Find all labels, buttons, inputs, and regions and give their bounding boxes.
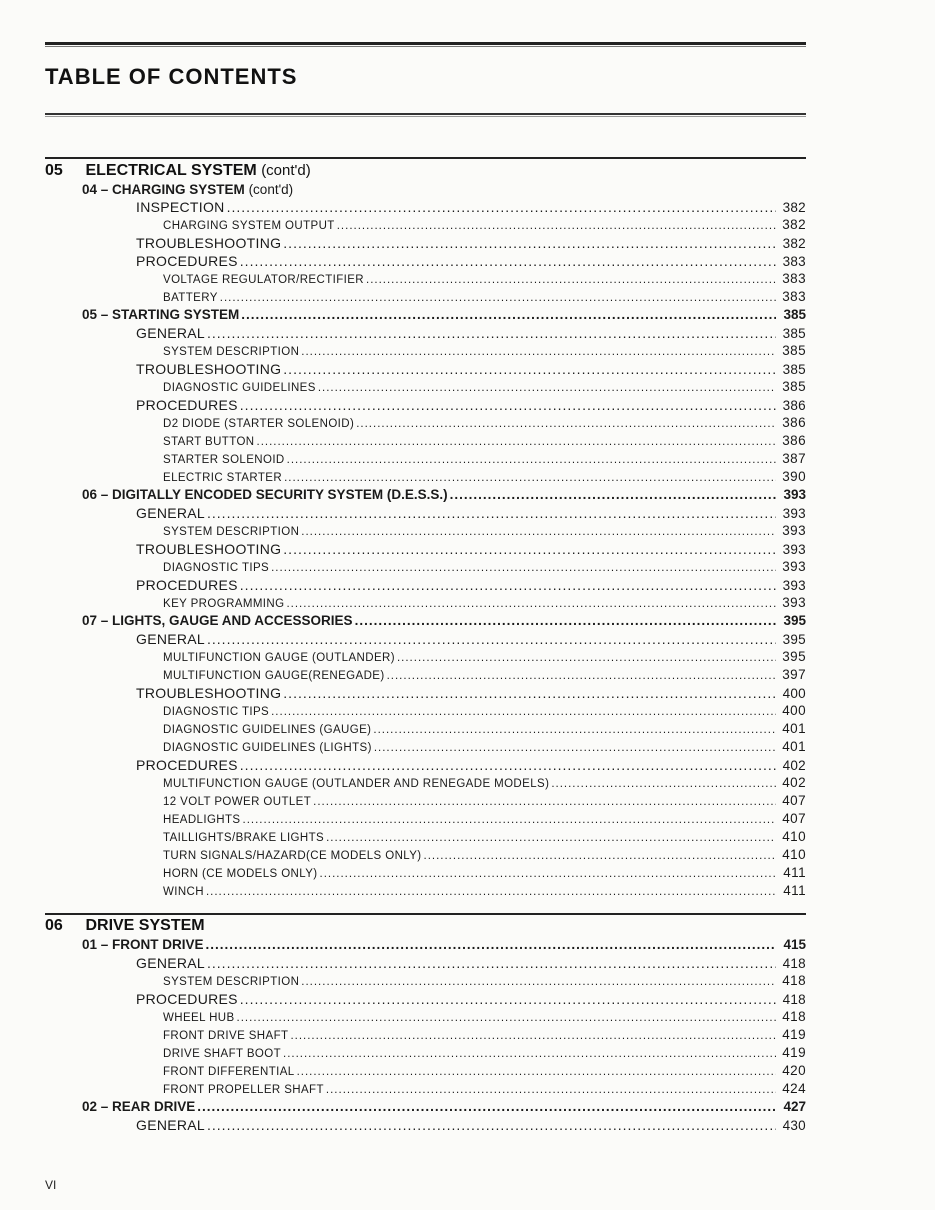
title-underline bbox=[45, 113, 806, 115]
toc-page-number: 419 bbox=[782, 1045, 806, 1060]
toc-page-number: 415 bbox=[783, 937, 806, 952]
toc-subtopic[interactable] bbox=[163, 972, 806, 990]
toc-entry-title: D2 DIODE (STARTER SOLENOID) bbox=[163, 418, 355, 430]
toc-page-number: 397 bbox=[782, 667, 806, 682]
dot-leader bbox=[373, 721, 776, 738]
toc-entry-title: FRONT DIFFERENTIAL bbox=[163, 1066, 295, 1078]
toc-subtopic[interactable] bbox=[163, 666, 806, 684]
toc-page-number: 424 bbox=[782, 1081, 806, 1096]
toc-entry-title: WINCH bbox=[163, 886, 204, 898]
toc-entry-title: DIAGNOSTIC GUIDELINES (GAUGE) bbox=[163, 724, 372, 736]
toc-page-number: 411 bbox=[783, 883, 806, 898]
toc-topic[interactable] bbox=[136, 756, 806, 774]
toc-subtopic[interactable] bbox=[163, 558, 806, 576]
toc-entry-title: START BUTTON bbox=[163, 436, 255, 448]
dot-leader bbox=[197, 1098, 776, 1116]
toc-entry-title: STARTER SOLENOID bbox=[163, 454, 285, 466]
toc-subtopic[interactable] bbox=[163, 846, 806, 864]
toc-page-number: 385 bbox=[782, 343, 806, 358]
toc-page-number: 395 bbox=[783, 613, 806, 628]
toc-page-number: 386 bbox=[782, 433, 806, 448]
toc-entry-title: DIAGNOSTIC GUIDELINES bbox=[163, 382, 316, 394]
toc-subtopic[interactable] bbox=[163, 342, 806, 360]
subsection-continued: (cont'd) bbox=[248, 182, 294, 197]
page-number: VI bbox=[45, 1178, 57, 1192]
toc-page-number: 393 bbox=[782, 559, 806, 574]
toc-page-number: 402 bbox=[782, 775, 806, 790]
toc-subtopic[interactable] bbox=[163, 522, 806, 540]
toc-topic[interactable] bbox=[136, 540, 806, 558]
toc-page-number: 393 bbox=[782, 578, 806, 593]
toc-subtopic[interactable] bbox=[163, 288, 806, 306]
toc-subtopic[interactable] bbox=[163, 702, 806, 720]
toc-entry-title: PROCEDURES bbox=[136, 253, 238, 269]
dot-leader bbox=[207, 1116, 776, 1134]
toc-page-number: 410 bbox=[782, 847, 806, 862]
dot-leader bbox=[240, 990, 776, 1008]
toc-entry-title: TROUBLESHOOTING bbox=[136, 685, 282, 701]
toc-page-number: 418 bbox=[782, 992, 806, 1007]
toc-page-number: 385 bbox=[782, 362, 806, 377]
toc-subtopic[interactable] bbox=[163, 882, 806, 900]
dot-leader bbox=[284, 469, 776, 486]
toc-page-number: 383 bbox=[782, 254, 806, 269]
dot-leader bbox=[356, 415, 776, 432]
dot-leader bbox=[355, 612, 776, 630]
toc-entry-title: GENERAL bbox=[136, 1117, 206, 1133]
dot-leader bbox=[283, 540, 776, 558]
toc-page-number: 393 bbox=[782, 506, 806, 521]
toc-entry-title: GENERAL bbox=[136, 325, 206, 341]
dot-leader bbox=[283, 1045, 776, 1062]
toc-entry-title: MULTIFUNCTION GAUGE (OUTLANDER) bbox=[163, 652, 395, 664]
dot-leader bbox=[450, 486, 776, 504]
toc-page-number: 382 bbox=[782, 200, 806, 215]
dot-leader bbox=[374, 739, 776, 756]
dot-leader bbox=[271, 559, 776, 576]
toc-entry-title: PROCEDURES bbox=[136, 991, 238, 1007]
toc-page-number: 385 bbox=[782, 326, 806, 341]
dot-leader bbox=[283, 360, 776, 378]
toc-entry-title: GENERAL bbox=[136, 505, 206, 521]
toc-entry-title: TROUBLESHOOTING bbox=[136, 361, 282, 377]
toc-entry-title: DIAGNOSTIC GUIDELINES (LIGHTS) bbox=[163, 742, 372, 754]
toc-entry-title: DRIVE SHAFT BOOT bbox=[163, 1048, 282, 1060]
toc-page-number: 383 bbox=[782, 289, 806, 304]
dot-leader bbox=[397, 649, 776, 666]
subsection-heading bbox=[82, 181, 293, 199]
toc-subtopic[interactable] bbox=[163, 594, 806, 612]
toc-entry-title: TROUBLESHOOTING bbox=[136, 235, 282, 251]
toc-page-number: 401 bbox=[782, 739, 806, 754]
toc-subtopic[interactable] bbox=[163, 864, 806, 882]
toc-subtopic[interactable] bbox=[163, 810, 806, 828]
toc-page-number: 386 bbox=[782, 398, 806, 413]
toc-page-number: 411 bbox=[783, 865, 806, 880]
toc-page-number: 418 bbox=[782, 973, 806, 988]
toc-page-number: 400 bbox=[782, 686, 806, 701]
toc-page-number: 420 bbox=[782, 1063, 806, 1078]
toc-entry-title: MULTIFUNCTION GAUGE (OUTLANDER AND RENEGADE MODELS) bbox=[163, 778, 550, 790]
toc-entry-title: GENERAL bbox=[136, 631, 206, 647]
toc-entry-title: DIAGNOSTIC TIPS bbox=[163, 562, 270, 574]
toc-topic[interactable] bbox=[136, 324, 806, 342]
toc-topic[interactable] bbox=[136, 630, 806, 648]
toc-topic[interactable] bbox=[136, 684, 806, 702]
dot-leader bbox=[237, 1009, 776, 1026]
toc-topic[interactable] bbox=[136, 360, 806, 378]
toc-entry-title: 07 – LIGHTS, GAUGE AND ACCESSORIES bbox=[82, 613, 353, 628]
toc-page-number: 382 bbox=[782, 236, 806, 251]
toc-subtopic[interactable] bbox=[163, 468, 806, 486]
toc-page-number: 418 bbox=[782, 1009, 806, 1024]
toc-page-number: 393 bbox=[782, 542, 806, 557]
toc-page-number: 385 bbox=[782, 379, 806, 394]
toc-page-number: 418 bbox=[782, 956, 806, 971]
dot-leader bbox=[318, 379, 776, 396]
section-heading bbox=[45, 161, 311, 181]
toc-entry-title: ELECTRIC STARTER bbox=[163, 472, 283, 484]
toc-entry-title: 12 VOLT POWER OUTLET bbox=[163, 796, 312, 808]
dot-leader bbox=[227, 198, 776, 216]
toc-subtopic[interactable] bbox=[163, 648, 806, 666]
toc-subsection[interactable] bbox=[82, 306, 806, 324]
toc-page-number: 402 bbox=[782, 758, 806, 773]
toc-entry-title: GENERAL bbox=[136, 955, 206, 971]
dot-leader bbox=[241, 306, 776, 324]
dot-leader bbox=[366, 271, 776, 288]
toc-entry-title: SYSTEM DESCRIPTION bbox=[163, 526, 300, 538]
toc-page-number: 400 bbox=[782, 703, 806, 718]
toc-entry-title: KEY PROGRAMMING bbox=[163, 598, 285, 610]
toc-subtopic[interactable] bbox=[163, 216, 806, 234]
toc-page-number: 385 bbox=[783, 307, 806, 322]
dot-leader bbox=[207, 504, 776, 522]
subsection-title: 04 – CHARGING SYSTEM bbox=[82, 182, 245, 197]
toc-entry-title: FRONT PROPELLER SHAFT bbox=[163, 1084, 324, 1096]
toc-page-number: 393 bbox=[782, 595, 806, 610]
top-rule bbox=[45, 42, 806, 45]
toc-topic[interactable] bbox=[136, 252, 806, 270]
toc-subsection[interactable] bbox=[82, 612, 806, 630]
dot-leader bbox=[257, 433, 777, 450]
toc-subtopic[interactable] bbox=[163, 450, 806, 468]
dot-leader bbox=[337, 217, 776, 234]
toc-page-number: 382 bbox=[782, 217, 806, 232]
section-rule bbox=[45, 157, 806, 159]
dot-leader bbox=[313, 793, 776, 810]
dot-leader bbox=[207, 324, 776, 342]
section-title: DRIVE SYSTEM bbox=[85, 917, 205, 934]
toc-entry-title: WHEEL HUB bbox=[163, 1012, 235, 1024]
toc-subtopic[interactable] bbox=[163, 1008, 806, 1026]
toc-subtopic[interactable] bbox=[163, 738, 806, 756]
toc-subtopic[interactable] bbox=[163, 432, 806, 450]
toc-entry-title: CHARGING SYSTEM OUTPUT bbox=[163, 220, 335, 232]
toc-subtopic[interactable] bbox=[163, 774, 806, 792]
toc-topic[interactable] bbox=[136, 234, 806, 252]
section-number: 06 bbox=[45, 917, 63, 934]
dot-leader bbox=[206, 936, 776, 954]
toc-entry-title: 02 – REAR DRIVE bbox=[82, 1099, 196, 1114]
dot-leader bbox=[551, 775, 776, 792]
toc-entry-title: 01 – FRONT DRIVE bbox=[82, 937, 204, 952]
top-rule-thin bbox=[45, 46, 806, 47]
dot-leader bbox=[220, 289, 776, 306]
dot-leader bbox=[283, 234, 776, 252]
dot-leader bbox=[283, 684, 776, 702]
toc-page-number: 430 bbox=[782, 1118, 806, 1133]
section-rule bbox=[45, 913, 806, 915]
dot-leader bbox=[287, 451, 776, 468]
toc-page-number: 410 bbox=[782, 829, 806, 844]
toc-subtopic[interactable] bbox=[163, 792, 806, 810]
toc-subtopic[interactable] bbox=[163, 828, 806, 846]
toc-subtopic[interactable] bbox=[163, 270, 806, 288]
toc-subsection[interactable] bbox=[82, 1098, 806, 1116]
toc-topic[interactable] bbox=[136, 990, 806, 1008]
section-heading bbox=[45, 916, 205, 936]
toc-topic[interactable] bbox=[136, 954, 806, 972]
toc-page-number: 407 bbox=[782, 811, 806, 826]
dot-leader bbox=[271, 703, 776, 720]
toc-entry-title: MULTIFUNCTION GAUGE(RENEGADE) bbox=[163, 670, 385, 682]
dot-leader bbox=[301, 523, 776, 540]
toc-page-number: 390 bbox=[782, 469, 806, 484]
toc-page-number: 393 bbox=[783, 487, 806, 502]
toc-page-number: 383 bbox=[782, 271, 806, 286]
toc-page-number: 427 bbox=[783, 1099, 806, 1114]
toc-subtopic[interactable] bbox=[163, 414, 806, 432]
toc-topic[interactable] bbox=[136, 576, 806, 594]
toc-entry-title: PROCEDURES bbox=[136, 757, 238, 773]
toc-subtopic[interactable] bbox=[163, 720, 806, 738]
toc-subsection[interactable] bbox=[82, 936, 806, 954]
dot-leader bbox=[206, 883, 776, 900]
section-number: 05 bbox=[45, 162, 63, 179]
toc-page-number: 387 bbox=[782, 451, 806, 466]
toc-page-number: 419 bbox=[782, 1027, 806, 1042]
toc-topic[interactable] bbox=[136, 198, 806, 216]
toc-page-number: 407 bbox=[782, 793, 806, 808]
toc-entry-title: SYSTEM DESCRIPTION bbox=[163, 976, 300, 988]
toc-entry-title: PROCEDURES bbox=[136, 577, 238, 593]
toc-entry-title: SYSTEM DESCRIPTION bbox=[163, 346, 300, 358]
toc-subtopic[interactable] bbox=[163, 1062, 806, 1080]
page-title: TABLE OF CONTENTS bbox=[45, 64, 298, 89]
dot-leader bbox=[326, 829, 776, 846]
dot-leader bbox=[243, 811, 777, 828]
toc-subtopic[interactable] bbox=[163, 1026, 806, 1044]
dot-leader bbox=[240, 252, 776, 270]
toc-topic[interactable] bbox=[136, 504, 806, 522]
toc-topic[interactable] bbox=[136, 396, 806, 414]
toc-page-number: 395 bbox=[782, 632, 806, 647]
toc-entry-title: FRONT DRIVE SHAFT bbox=[163, 1030, 289, 1042]
toc-entry-title: 06 – DIGITALLY ENCODED SECURITY SYSTEM (D.E.S.S.) bbox=[82, 487, 448, 502]
toc-entry-title: INSPECTION bbox=[136, 199, 225, 215]
dot-leader bbox=[387, 667, 776, 684]
toc-page-number: 395 bbox=[782, 649, 806, 664]
dot-leader bbox=[207, 630, 776, 648]
section-continued: (cont'd) bbox=[261, 162, 311, 179]
dot-leader bbox=[301, 343, 776, 360]
title-underline-thin bbox=[45, 116, 806, 117]
dot-leader bbox=[240, 576, 776, 594]
toc-entry-title: HEADLIGHTS bbox=[163, 814, 241, 826]
section-title: ELECTRICAL SYSTEM bbox=[85, 162, 257, 179]
toc-entry-title: VOLTAGE REGULATOR/RECTIFIER bbox=[163, 274, 365, 286]
dot-leader bbox=[290, 1027, 776, 1044]
toc-subsection[interactable] bbox=[82, 486, 806, 504]
toc-entry-title: HORN (CE MODELS ONLY) bbox=[163, 868, 318, 880]
dot-leader bbox=[207, 954, 776, 972]
toc-subtopic[interactable] bbox=[163, 378, 806, 396]
toc-entry-title: TAILLIGHTS/BRAKE LIGHTS bbox=[163, 832, 325, 844]
dot-leader bbox=[301, 973, 776, 990]
toc-entry-title: PROCEDURES bbox=[136, 397, 238, 413]
dot-leader bbox=[326, 1081, 776, 1098]
toc-subtopic[interactable] bbox=[163, 1080, 806, 1098]
toc-subtopic[interactable] bbox=[163, 1044, 806, 1062]
toc-entry-title: 05 – STARTING SYSTEM bbox=[82, 307, 240, 322]
toc-entry-title: TROUBLESHOOTING bbox=[136, 541, 282, 557]
dot-leader bbox=[240, 756, 776, 774]
toc-topic[interactable] bbox=[136, 1116, 806, 1134]
dot-leader bbox=[320, 865, 776, 882]
dot-leader bbox=[240, 396, 776, 414]
toc-entry-title: TURN SIGNALS/HAZARD(CE MODELS ONLY) bbox=[163, 850, 422, 862]
toc-page-number: 401 bbox=[782, 721, 806, 736]
dot-leader bbox=[424, 847, 776, 864]
toc-page-number: 386 bbox=[782, 415, 806, 430]
toc-page-number: 393 bbox=[782, 523, 806, 538]
toc-entry-title: BATTERY bbox=[163, 292, 218, 304]
dot-leader bbox=[297, 1063, 776, 1080]
dot-leader bbox=[286, 595, 776, 612]
toc-entry-title: DIAGNOSTIC TIPS bbox=[163, 706, 270, 718]
